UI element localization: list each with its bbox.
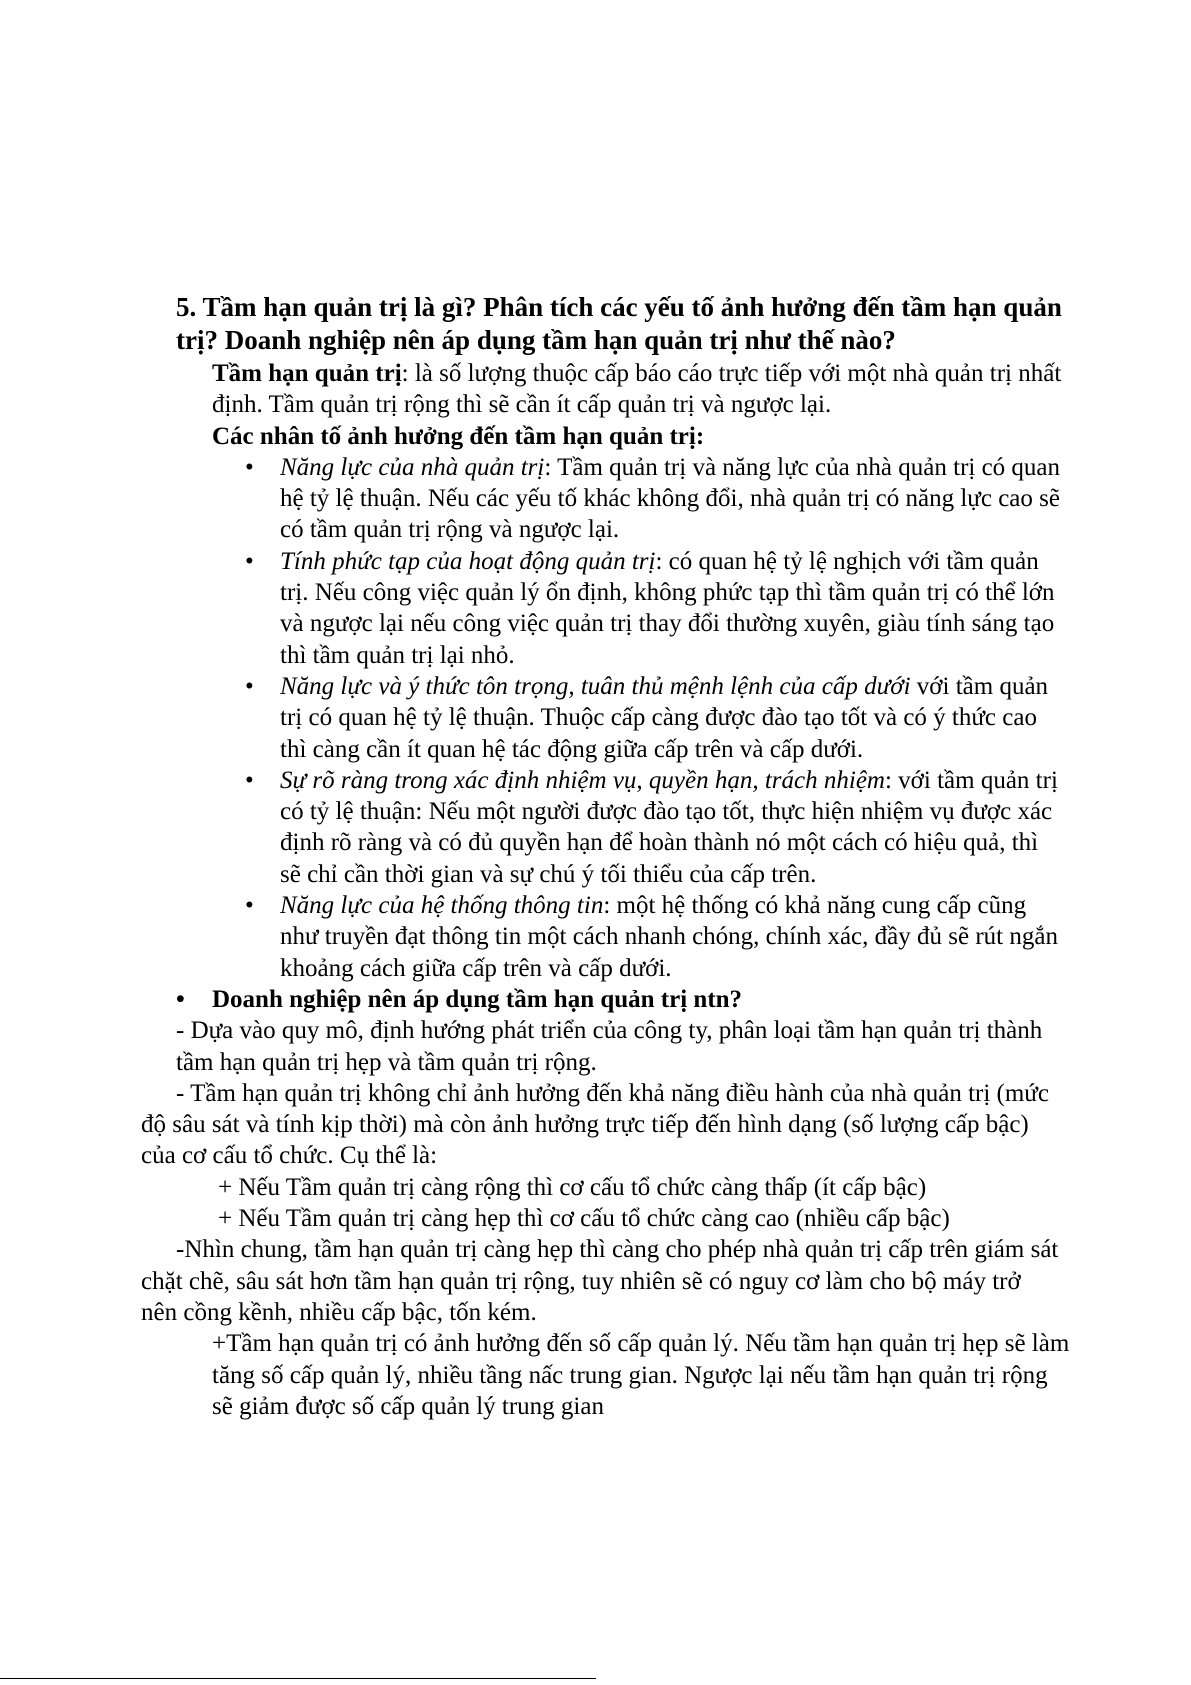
application-text: -Nhìn chung, tầm hạn quản trị càng hẹp thì càng cho phép nhà quản trị cấp trên giám sát chặt chẽ, sâu sát hơn tầm hạn quản trị rộng, tuy nhiên sẽ có nguy cơ làm cho bộ máy trở nên cồng kềnh, nhiều cấp bậc, tốn kém. [141, 1236, 1059, 1326]
application-text: - Tầm hạn quản trị không chỉ ảnh hưởng đến khả năng điều hành của nhà quản trị (mức độ sâu sát và tính kịp thời) mà còn ảnh hưởng trực tiếp đến hình dạng (số lượng cấp bậc) của cơ cấu tổ chức. Cụ thể là: [141, 1079, 1049, 1170]
application-question [0, 984, 1191, 1015]
definition-term: Tầm hạn quản trị [212, 360, 402, 387]
list-item [0, 890, 1191, 984]
bullet-icon: • [176, 985, 185, 1013]
factors-list [0, 452, 1191, 984]
bullet-icon: • [245, 672, 254, 700]
document-body [0, 358, 1191, 1422]
factor-title: Sự rõ ràng trong xác định nhiệm vụ, quyền hạn, trách nhiệm [280, 766, 885, 794]
footer-divider [0, 1678, 596, 1679]
definition-paragraph [0, 358, 1191, 421]
list-item [0, 765, 1191, 890]
factor-title: Năng lực và ý thức tôn trọng, tuân thủ mệnh lệnh của cấp dưới [280, 672, 911, 700]
application-text: - Dựa vào quy mô, định hướng phát triển của công ty, phân loại tầm hạn quản trị thành tầm hạn quản trị hẹp và tầm quản trị rộng. [176, 1017, 1043, 1076]
definition-text: : là số lượng thuộc cấp báo cáo trực tiếp với một nhà quản trị nhất định. Tầm quản trị rộng thì sẽ cần ít cấp quản trị và ngược lại. [212, 360, 1062, 419]
question-heading: 5. Tầm hạn quản trị là gì? Phân tích các yếu tố ảnh hưởng đến tầm hạn quản trị? Doanh nghiệp nên áp dụng tầm hạn quản trị như thế nào? [176, 292, 1062, 355]
application-paragraph-2 [0, 1078, 1191, 1172]
factor-text: : một hệ thống có khả năng cung cấp cũng như truyền đạt thông tin một cách nhanh chóng, chính xác, đầy đủ sẽ rút ngắn khoảng cách giữa cấp trên và cấp dưới. [280, 892, 1058, 982]
application-paragraph-3 [0, 1234, 1191, 1328]
bullet-icon: • [245, 547, 254, 575]
application-plus-2: + Nếu Tầm quản trị càng hẹp thì cơ cấu tổ chức càng cao (nhiều cấp bậc) [218, 1205, 950, 1233]
factor-title: Năng lực của nhà quản trị [280, 453, 545, 481]
factor-title: Tính phức tạp của hoạt động quản trị [280, 547, 656, 575]
factor-title: Năng lực của hệ thống thông tin [280, 892, 604, 920]
factor-text: với tầm quản trị có quan hệ tỷ lệ thuận. Thuộc cấp càng được đào tạo tốt và có ý thức cao thì càng cần ít quan hệ tác động giữa cấp trên và cấp dưới. [280, 672, 1049, 763]
list-item [0, 546, 1191, 671]
application-plus-1: + Nếu Tầm quản trị càng rộng thì cơ cấu tổ chức càng thấp (ít cấp bậc) [218, 1173, 927, 1201]
factor-text: : với tầm quản trị có tỷ lệ thuận: Nếu một người được đào tạo tốt, thực hiện nhiệm vụ được xác định rõ ràng và có đủ quyền hạn để hoàn thành nó một cách có hiệu quả, thì sẽ chỉ cần thời gian và sự chú ý tối thiểu của cấp trên. [280, 766, 1058, 888]
application-paragraph-4 [0, 1328, 1191, 1422]
factor-text: : Tầm quản trị và năng lực của nhà quản trị có quan hệ tỷ lệ thuận. Nếu các yếu tố khác không đổi, nhà quản trị có năng lực cao sẽ có tầm quản trị rộng và ngược lại. [280, 453, 1061, 544]
factors-heading: Các nhân tố ảnh hưởng đến tầm hạn quản trị: [212, 422, 705, 450]
list-item [0, 452, 1191, 546]
application-text: +Tầm hạn quản trị có ảnh hưởng đến số cấp quản lý. Nếu tầm hạn quản trị hẹp sẽ làm tăng số cấp quản lý, nhiều tầng nấc trung gian. Ngược lại nếu tầm hạn quản trị rộng sẽ giảm được số cấp quản lý trung gian [212, 1330, 1070, 1420]
factor-text: : có quan hệ tỷ lệ nghịch với tầm quản trị. Nếu công việc quản lý ổn định, không phức tạp thì tầm quản trị có thể lớn và ngược lại nếu công việc quản trị thay đổi thường xuyên, giàu tính sáng tạo thì tầm quản trị lại nhỏ. [280, 547, 1055, 669]
bullet-icon: • [245, 453, 254, 481]
application-question-text: Doanh nghiệp nên áp dụng tầm hạn quản trị ntn? [212, 985, 743, 1013]
bullet-icon: • [245, 892, 254, 920]
list-item [0, 671, 1191, 765]
application-paragraph-1 [0, 1015, 1191, 1078]
bullet-icon: • [245, 766, 254, 794]
